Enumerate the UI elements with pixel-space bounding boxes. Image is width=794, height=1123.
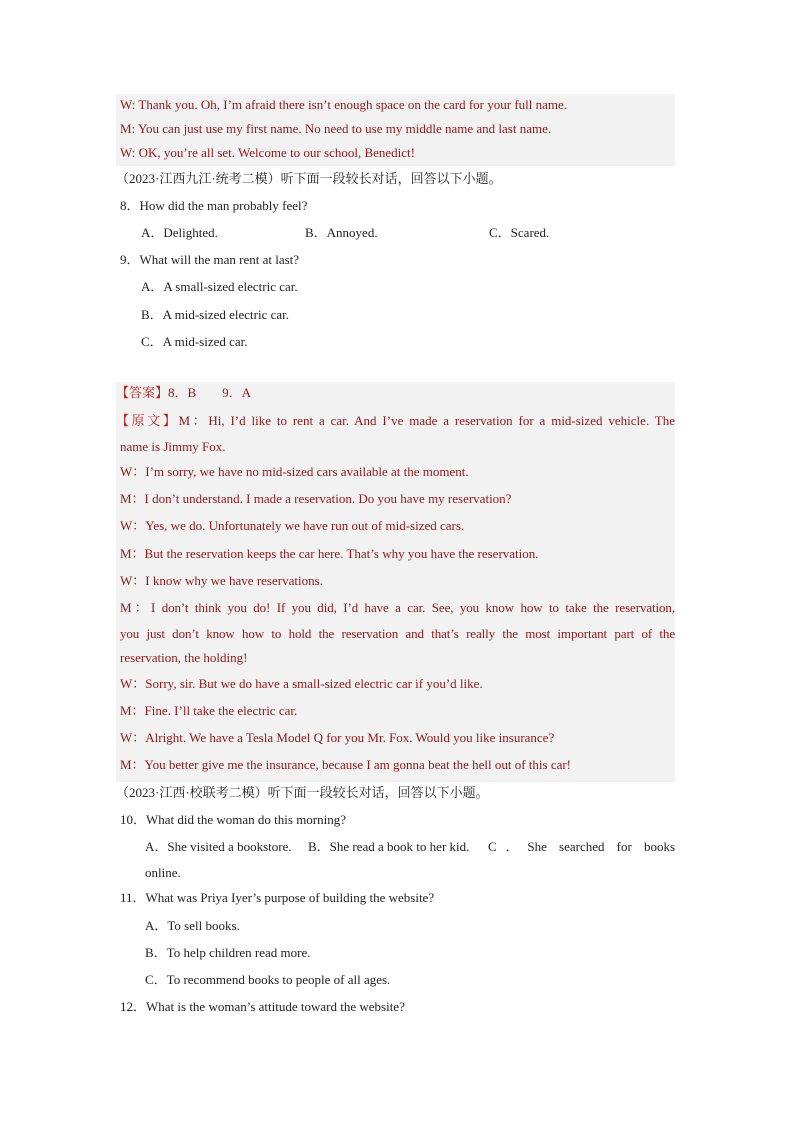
- question-10-option-b: B．She read a book to her kid.: [308, 839, 470, 854]
- transcript-label: 【原文】: [116, 413, 179, 428]
- transcript-line: W：Alright. We have a Tesla Model Q for you Mr. Fox. Would you like insurance?: [120, 730, 555, 745]
- transcript-line: M：You better give me the insurance, because I am gonna beat the hell out of this car!: [120, 757, 572, 772]
- question-9-option-a: A．A small-sized electric car.: [141, 279, 298, 294]
- question-9-stem: 9．What will the man rent at last?: [120, 252, 300, 267]
- transcript-line: reservation, the holding!: [120, 650, 248, 665]
- transcript-line: name is Jimmy Fox.: [120, 439, 226, 454]
- question-9-option-b: B．A mid-sized electric car.: [141, 307, 290, 322]
- transcript-line: M：Fine. I’ll take the electric car.: [120, 703, 298, 718]
- transcript-line: you just don’t know how to hold the reservation and that’s really the most important part of the: [120, 626, 675, 641]
- question-10-option-c-cont: online.: [145, 865, 181, 880]
- section-source: （2023·江西九江·统考二模）听下面一段较长对话，回答以下小题。: [116, 171, 502, 186]
- answer-label: 【答案】: [116, 385, 169, 400]
- question-10-option-a: A．She visited a bookstore.: [145, 839, 292, 854]
- transcript-line: M：I don’t understand. I made a reservation. Do you have my reservation?: [120, 491, 512, 506]
- question-8-stem: 8．How did the man probably feel?: [120, 198, 308, 213]
- question-8-option-b: B．Annoyed.: [305, 225, 378, 240]
- transcript-line: W：Yes, we do. Unfortunately we have run out of mid-sized cars.: [120, 518, 465, 533]
- transcript-line: W：Sorry, sir. But we do have a small-sized electric car if you’d like.: [120, 676, 483, 691]
- dialogue-line: W: OK, you’re all set. Welcome to our school, Benedict!: [120, 145, 415, 160]
- question-11-option-a: A．To sell books.: [145, 918, 240, 933]
- transcript-line: M：But the reservation keeps the car here. That’s why you have the reservation.: [120, 546, 539, 561]
- question-8-option-a: A．Delighted.: [141, 225, 218, 240]
- transcript-line: W：I know why we have reservations.: [120, 573, 323, 588]
- question-8-option-c: C．Scared.: [489, 225, 550, 240]
- question-11-option-b: B．To help children read more.: [145, 945, 311, 960]
- question-10-option-c: C．She searched for books: [488, 839, 675, 854]
- question-10-stem: 10．What did the woman do this morning?: [120, 812, 347, 827]
- question-12-stem: 12．What is the woman’s attitude toward the website?: [120, 999, 405, 1014]
- answer-row: [116, 384, 251, 402]
- transcript-line: M：Hi, I’d like to rent a car. And I’ve made a reservation for a mid-sized vehicle. The: [178, 413, 675, 428]
- question-11-stem: 11．What was Priya Iyer’s purpose of building the website?: [120, 890, 435, 905]
- question-11-option-c: C．To recommend books to people of all ages.: [145, 972, 391, 987]
- transcript-line: W：I’m sorry, we have no mid-sized cars available at the moment.: [120, 464, 469, 479]
- section-source: （2023·江西·校联考二模）听下面一段较长对话，回答以下小题。: [116, 785, 489, 800]
- question-9-option-c: C．A mid-sized car.: [141, 334, 248, 349]
- dialogue-line: M: You can just use my first name. No need to use my middle name and last name.: [120, 121, 552, 136]
- dialogue-line: W: Thank you. Oh, I’m afraid there isn’t enough space on the card for your full name.: [120, 97, 568, 112]
- transcript-first-line: [116, 412, 675, 430]
- transcript-line: M：I don’t think you do! If you did, I’d have a car. See, you know how to take the reservation,: [120, 600, 675, 615]
- answer-text: 8．B 9．A: [168, 385, 252, 400]
